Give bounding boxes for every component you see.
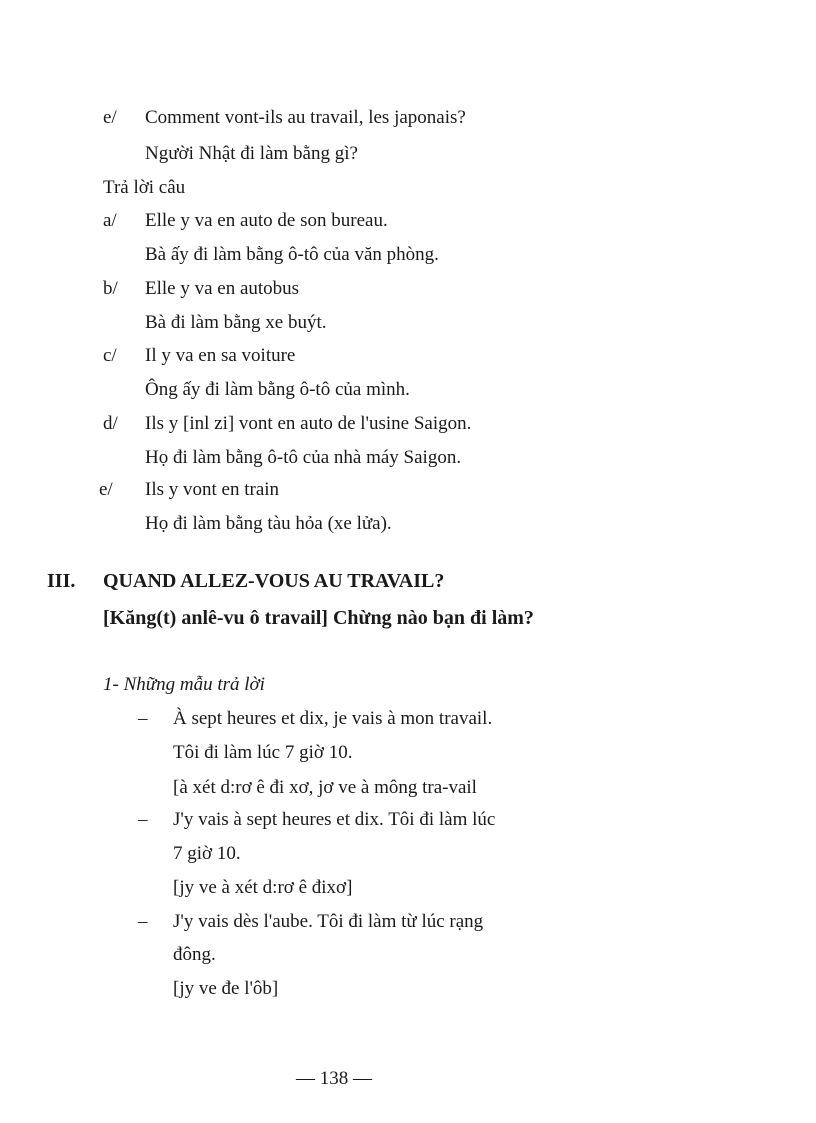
question-vietnamese: Người Nhật đi làm bằng gì? bbox=[145, 143, 358, 164]
answer-vietnamese-a: Bà ấy đi làm bằng ô-tô của văn phòng. bbox=[145, 244, 439, 265]
answer-french-e: Ils y vont en train bbox=[145, 479, 280, 500]
section-number: III. bbox=[47, 570, 76, 592]
pattern-line: 7 giờ 10. bbox=[173, 843, 241, 864]
pattern-line: À sept heures et dix, je vais à mon travail. bbox=[173, 708, 493, 729]
pattern-line: Tôi đi làm lúc 7 giờ 10. bbox=[173, 742, 353, 763]
answer-vietnamese-c: Ông ấy đi làm bằng ô-tô của mình. bbox=[145, 379, 410, 400]
pattern-pronunciation: [à xét d:rơ ê đi xơ, jơ ve à mông tra-vail bbox=[173, 777, 477, 798]
question-french: Comment vont-ils au travail, les japonais? bbox=[145, 107, 466, 128]
answer-french-d: Ils y [inl zi] vont en auto de l'usine Saigon. bbox=[145, 413, 472, 434]
answer-french-c: Il y va en sa voiture bbox=[145, 345, 296, 366]
pattern-pronunciation: [jy ve đe l'ôb] bbox=[173, 978, 279, 999]
patterns-heading: 1- Những mẫu trả lời bbox=[103, 674, 265, 695]
answer-label-e: e/ bbox=[99, 479, 113, 500]
answer-french-b: Elle y va en autobus bbox=[145, 278, 300, 299]
pattern-dash-2: – bbox=[138, 809, 148, 830]
section-subtitle: [Kăng(t) anlê-vu ô travail] Chừng nào bạn đi làm? bbox=[103, 607, 534, 629]
item-label-e: e/ bbox=[103, 107, 117, 128]
pattern-pronunciation: [jy ve à xét d:rơ ê đixơ] bbox=[173, 877, 353, 898]
pattern-line: J'y vais à sept heures et dix. Tôi đi làm lúc bbox=[173, 809, 496, 830]
answers-heading: Trả lời câu bbox=[103, 177, 186, 198]
answer-vietnamese-b: Bà đi làm bằng xe buýt. bbox=[145, 312, 327, 333]
answer-label-a: a/ bbox=[103, 210, 117, 231]
answer-label-b: b/ bbox=[103, 278, 118, 299]
pattern-line: đông. bbox=[173, 944, 216, 965]
answer-french-a: Elle y va en auto de son bureau. bbox=[145, 210, 388, 231]
answer-vietnamese-d: Họ đi làm bằng ô-tô của nhà máy Saigon. bbox=[145, 447, 462, 468]
answer-vietnamese-e: Họ đi làm bằng tàu hỏa (xe lửa). bbox=[145, 513, 392, 534]
answer-label-d: d/ bbox=[103, 413, 118, 434]
answer-label-c: c/ bbox=[103, 345, 117, 366]
pattern-dash-1: – bbox=[138, 708, 148, 729]
section-title: QUAND ALLEZ-VOUS AU TRAVAIL? bbox=[103, 570, 445, 592]
page-number: — 138 — bbox=[296, 1068, 372, 1089]
pattern-line: J'y vais dès l'aube. Tôi đi làm từ lúc rạng bbox=[173, 911, 484, 932]
pattern-dash-3: – bbox=[138, 911, 148, 932]
